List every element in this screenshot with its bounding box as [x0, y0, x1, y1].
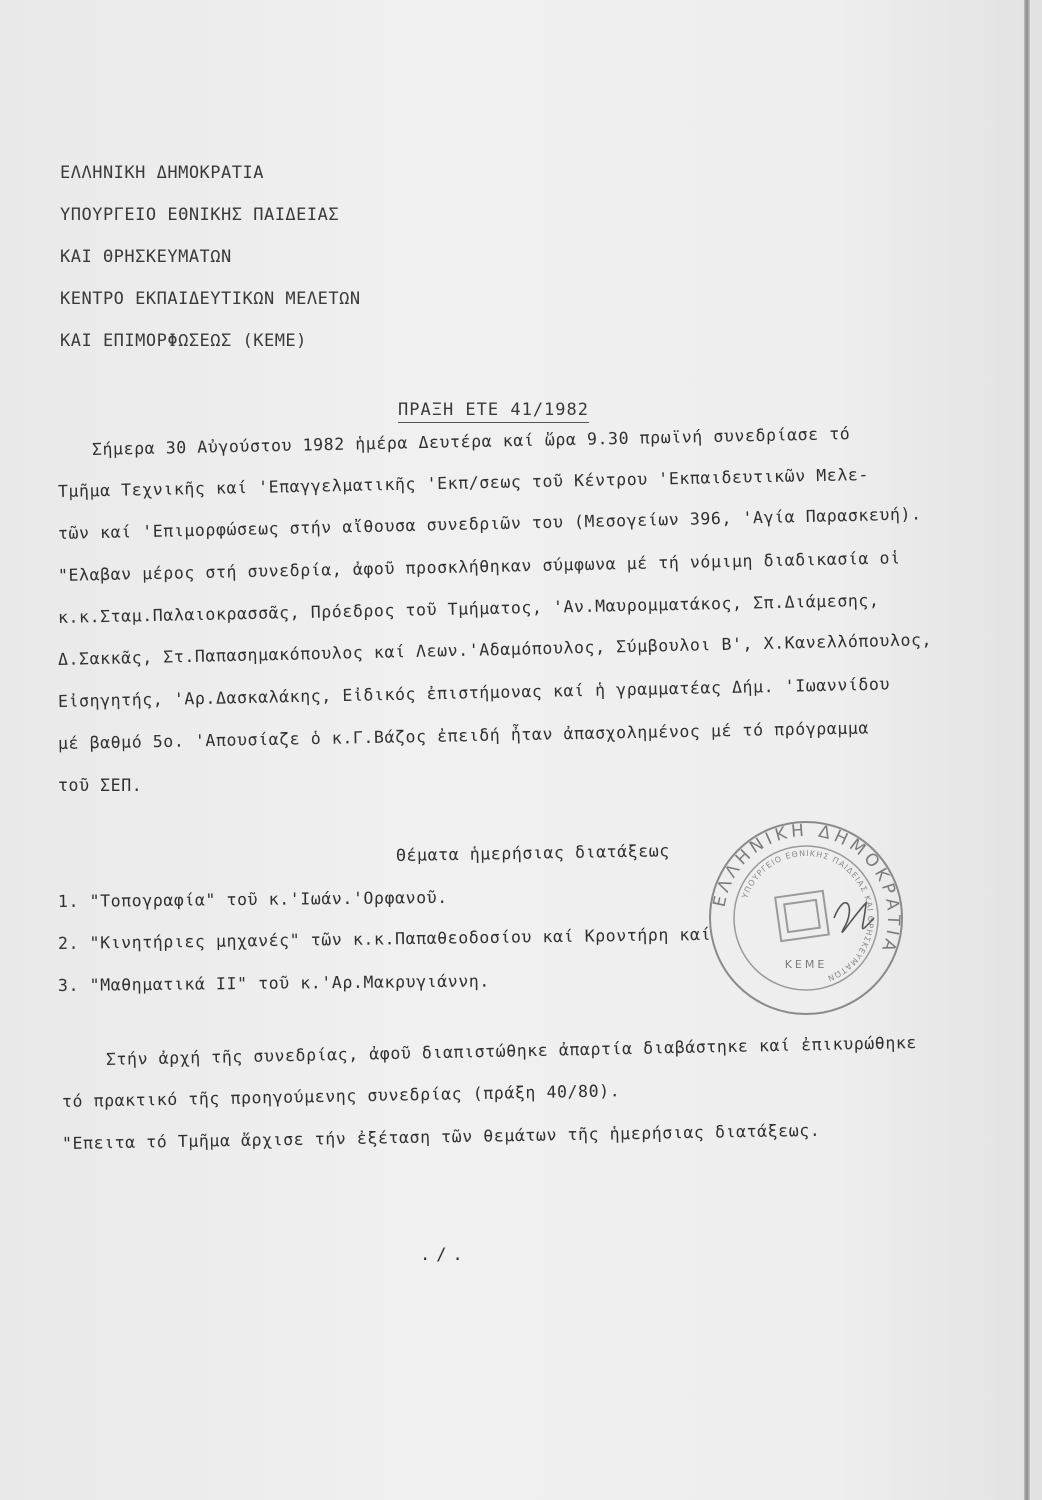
agenda-item-2: 2. "Κινητήριες μηχανές" τῶν κ.κ.Παπαθεοδοσίου καί Κροντήρη καί — [57, 924, 712, 953]
body-line-8: μέ βαθμό 5ο. 'Απουσίαζε ὁ κ.Γ.Βάζος ἐπειδή ἦταν ἀπασχολημένος μέ τό πρόγραμμα — [57, 718, 870, 753]
header-line-3: ΚΑΙ ΘΡΗΣΚΕΥΜΑΤΩΝ — [60, 247, 232, 267]
page-continuation-mark: ./. — [420, 1245, 469, 1265]
header-line-5: ΚΑΙ ΕΠΙΜΟΡΦΩΣΕΩΣ (ΚΕΜΕ) — [60, 331, 307, 351]
agenda-item-1: 1. "Τοπογραφία" τοῦ κ.'Ιωάν.'Ορφανοῦ. — [57, 887, 448, 911]
body-line-6: Δ.Σακκᾶς, Στ.Παπασημακόπουλος καί Λεων.'Αδαμόπουλος, Σύμβουλοι Β', Χ.Κανελλόπουλος, — [57, 630, 933, 669]
stamp-inner-text: ΥΠΟΥΡΓΕΙΟ ΕΘΝΙΚΗΣ ΠΑΙΔΕΙΑΣ ΚΑΙ ΘΡΗΣΚΕΥΜΑΤΩΝ — [740, 848, 876, 984]
header-line-4: ΚΕΝΤΡΟ ΕΚΠΑΙΔΕΥΤΙΚΩΝ ΜΕΛΕΤΩΝ — [60, 289, 361, 309]
closing-line-3: "Επειτα τό Τμῆμα ἄρχισε τήν ἐξέταση τῶν θεμάτων τῆς ἡμερήσιας διατάξεως. — [61, 1120, 821, 1153]
body-line-5: κ.κ.Σταμ.Παλαιοκρασσᾶς, Πρόεδρος τοῦ Τμήματος, 'Αν.Μαυρομματάκος, Σπ.Διάμεσης, — [57, 590, 880, 627]
body-line-1: Σήμερα 30 Αὐγούστου 1982 ἡμέρα Δευτέρα καί ὥρα 9.30 πρωϊνή συνεδρίασε τό — [91, 424, 851, 459]
page-edge — [1024, 0, 1030, 1500]
header-line-2: ΥΠΟΥΡΓΕΙΟ ΕΘΝΙΚΗΣ ΠΑΙΔΕΙΑΣ — [60, 205, 340, 225]
stamp-emblem-icon — [775, 891, 829, 941]
body-line-3: τῶν καί 'Επιμορφώσεως στήν αἴθουσα συνεδριῶν του (Μεσογείων 396, 'Αγία Παρασκευή). — [57, 504, 922, 543]
stamp-outer-text: ΕΛΛΗΝΙΚΗ ΔΗΜΟΚΡΑΤΙΑ — [709, 820, 904, 958]
agenda-heading: Θέματα ἡμερήσιας διατάξεως — [395, 841, 671, 865]
body-line-4: "Ελαβαν μέρος στή συνεδρία, ἀφοῦ προσκλήθηκαν σύμφωνα μέ τή νόμιμη διαδικασία οἱ — [57, 548, 901, 585]
document-header — [60, 160, 361, 370]
document-title: ΠΡΑΞΗ ΕΤΕ 41/1982 — [398, 400, 589, 423]
body-line-7: Εἰσηγητής, 'Αρ.Δασκαλάκης, Εἰδικός ἐπιστήμονας καί ἡ γραμματέας Δήμ. 'Ιωαννίδου — [57, 674, 891, 711]
closing-line-1: Στήν ἀρχή τῆς συνεδρίας, ἀφοῦ διαπιστώθηκε ἀπαρτία διαβάστηκε καί ἐπικυρώθηκε — [105, 1033, 918, 1069]
stamp-bottom-text: ΚΕΜΕ — [784, 958, 828, 971]
closing-line-2: τό πρακτικό τῆς προηγούμενης συνεδρίας (πράξη 40/80). — [61, 1081, 621, 1111]
body-line-2: Τμῆμα Τεχνικῆς καί 'Επαγγελματικῆς 'Εκπ/σεως τοῦ Κέντρου 'Εκπαιδευτικῶν Μελε- — [57, 465, 870, 501]
body-line-9: τοῦ ΣΕΠ. — [58, 776, 143, 795]
header-line-1: ΕΛΛΗΝΙΚΗ ΔΗΜΟΚΡΑΤΙΑ — [60, 163, 264, 183]
agenda-item-3: 3. "Μαθηματικά ΙΙ" τοῦ κ.'Αρ.Μακρυγιάννη. — [57, 971, 490, 995]
official-stamp — [706, 818, 906, 1018]
